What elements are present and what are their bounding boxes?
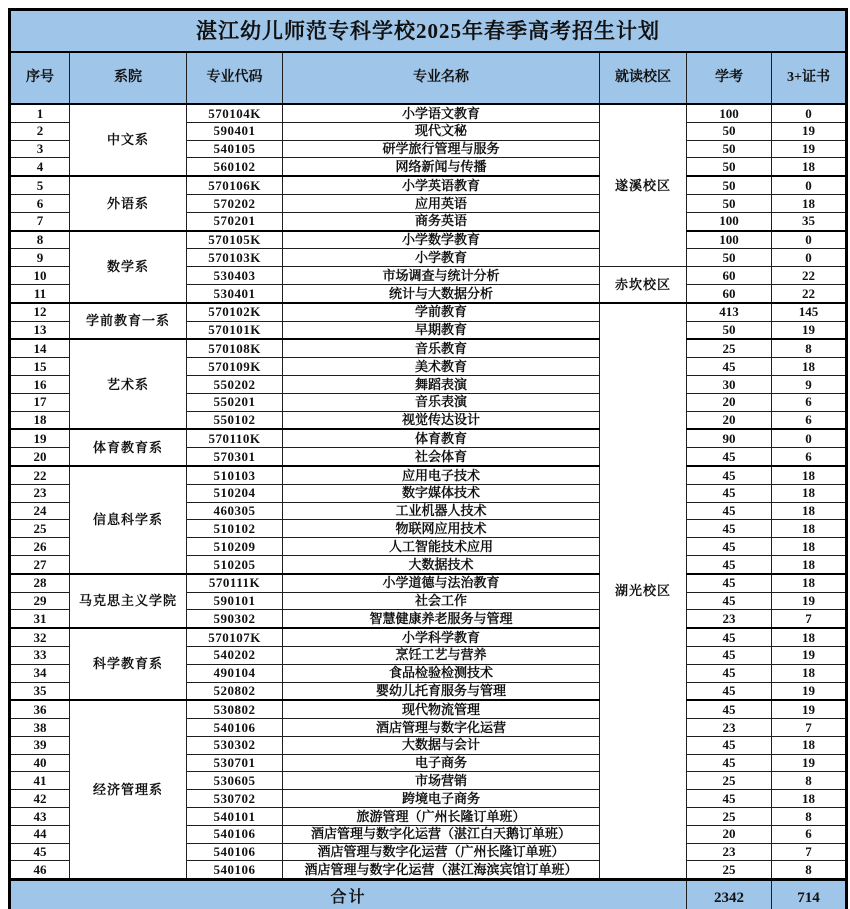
cell-cert: 8 [772,861,847,880]
cell-cert: 19 [772,754,847,772]
cell-code: 570106K [187,176,283,194]
cell-xuekao: 45 [687,736,772,754]
cell-no: 9 [10,249,70,267]
cell-major: 小学教育 [283,249,600,267]
cell-no: 43 [10,808,70,826]
cell-no: 34 [10,664,70,682]
cell-code: 510102 [187,520,283,538]
cell-code: 560102 [187,158,283,176]
cell-no: 17 [10,393,70,411]
cell-major: 早期教育 [283,321,600,339]
table-row [10,574,847,592]
cell-cert: 18 [772,736,847,754]
cell-department: 体育教育系 [70,429,187,466]
cell-code: 570101K [187,321,283,339]
cell-cert: 18 [772,790,847,808]
admission-plan-table [8,8,848,909]
cell-code: 570111K [187,574,283,592]
total-row [10,880,847,909]
cell-cert: 6 [772,411,847,429]
cell-cert: 18 [772,358,847,376]
cell-department: 数学系 [70,231,187,303]
cell-no: 14 [10,339,70,357]
cell-no: 35 [10,682,70,700]
cell-xuekao: 45 [687,628,772,646]
cell-cert: 22 [772,267,847,285]
cell-xuekao: 45 [687,754,772,772]
cell-major: 智慧健康养老服务与管理 [283,610,600,628]
column-header-major: 专业名称 [283,52,600,104]
cell-department: 经济管理系 [70,700,187,879]
cell-cert: 19 [772,140,847,158]
cell-major: 视觉传达设计 [283,411,600,429]
cell-no: 36 [10,700,70,718]
cell-cert: 7 [772,843,847,861]
cell-cert: 18 [772,555,847,573]
cell-major: 食品检验检测技术 [283,664,600,682]
cell-xuekao: 23 [687,843,772,861]
cell-department: 外语系 [70,176,187,230]
cell-no: 40 [10,754,70,772]
cell-xuekao: 60 [687,267,772,285]
cell-cert: 18 [772,628,847,646]
cell-cert: 9 [772,375,847,393]
cell-code: 540202 [187,646,283,664]
cell-cert: 19 [772,646,847,664]
cell-code: 530701 [187,754,283,772]
cell-cert: 19 [772,682,847,700]
table-row [10,628,847,646]
cell-cert: 8 [772,339,847,357]
table-row [10,231,847,249]
cell-campus: 湖光校区 [600,303,687,880]
cell-department: 马克思主义学院 [70,574,187,628]
cell-cert: 8 [772,772,847,790]
cell-code: 510205 [187,555,283,573]
cell-xuekao: 25 [687,772,772,790]
cell-major: 小学语文教育 [283,104,600,122]
cell-cert: 18 [772,664,847,682]
cell-xuekao: 50 [687,249,772,267]
cell-xuekao: 90 [687,429,772,447]
cell-xuekao: 45 [687,646,772,664]
cell-xuekao: 45 [687,538,772,556]
cell-code: 570110K [187,429,283,447]
cell-major: 研学旅行管理与服务 [283,140,600,158]
cell-major: 音乐表演 [283,393,600,411]
cell-code: 540106 [187,719,283,737]
cell-xuekao: 45 [687,790,772,808]
cell-xuekao: 413 [687,303,772,321]
cell-code: 510103 [187,466,283,484]
cell-code: 540101 [187,808,283,826]
cell-code: 570103K [187,249,283,267]
cell-no: 1 [10,104,70,122]
cell-no: 39 [10,736,70,754]
cell-code: 530403 [187,267,283,285]
cell-code: 590101 [187,592,283,610]
cell-cert: 19 [772,321,847,339]
cell-major: 数字媒体技术 [283,484,600,502]
cell-xuekao: 45 [687,502,772,520]
cell-major: 跨境电子商务 [283,790,600,808]
cell-major: 网络新闻与传播 [283,158,600,176]
cell-major: 酒店管理与数字化运营（广州长隆订单班） [283,843,600,861]
cell-major: 酒店管理与数字化运营 [283,719,600,737]
cell-cert: 6 [772,448,847,466]
cell-major: 大数据技术 [283,555,600,573]
cell-xuekao: 45 [687,664,772,682]
cell-cert: 0 [772,104,847,122]
cell-code: 570104K [187,104,283,122]
column-header-code: 专业代码 [187,52,283,104]
cell-xuekao: 45 [687,448,772,466]
cell-campus: 遂溪校区 [600,104,687,267]
total-cert-value: 714 [772,880,847,909]
cell-no: 25 [10,520,70,538]
cell-code: 540105 [187,140,283,158]
cell-major: 酒店管理与数字化运营（湛江海滨宾馆订单班） [283,861,600,880]
cell-code: 570201 [187,212,283,230]
cell-cert: 18 [772,520,847,538]
cell-code: 460305 [187,502,283,520]
table-row [10,429,847,447]
cell-xuekao: 20 [687,411,772,429]
cell-no: 18 [10,411,70,429]
cell-xuekao: 100 [687,231,772,249]
cell-code: 570102K [187,303,283,321]
column-header-no: 序号 [10,52,70,104]
cell-xuekao: 45 [687,520,772,538]
cell-xuekao: 50 [687,321,772,339]
cell-xuekao: 45 [687,574,772,592]
cell-code: 570301 [187,448,283,466]
column-header-campus: 就读校区 [600,52,687,104]
cell-xuekao: 45 [687,700,772,718]
cell-major: 社会工作 [283,592,600,610]
table-row [10,339,847,357]
cell-major: 市场调查与统计分析 [283,267,600,285]
cell-no: 7 [10,212,70,230]
cell-cert: 19 [772,122,847,140]
cell-cert: 18 [772,502,847,520]
total-xuekao-value: 2342 [687,880,772,909]
cell-cert: 18 [772,158,847,176]
cell-no: 12 [10,303,70,321]
cell-xuekao: 50 [687,122,772,140]
cell-major: 小学道德与法治教育 [283,574,600,592]
cell-no: 20 [10,448,70,466]
cell-no: 45 [10,843,70,861]
cell-xuekao: 45 [687,592,772,610]
cell-department: 中文系 [70,104,187,176]
cell-no: 23 [10,484,70,502]
table-row [10,700,847,718]
total-label: 合计 [10,880,687,909]
cell-code: 570202 [187,194,283,212]
cell-code: 530702 [187,790,283,808]
cell-cert: 18 [772,538,847,556]
cell-department: 科学教育系 [70,628,187,700]
cell-cert: 18 [772,484,847,502]
column-header-dept: 系院 [70,52,187,104]
cell-code: 540106 [187,825,283,843]
cell-code: 570108K [187,339,283,357]
cell-no: 11 [10,284,70,302]
cell-code: 570105K [187,231,283,249]
table-row [10,104,847,122]
cell-major: 现代文秘 [283,122,600,140]
cell-code: 510204 [187,484,283,502]
cell-xuekao: 45 [687,358,772,376]
cell-no: 5 [10,176,70,194]
cell-major: 小学科学教育 [283,628,600,646]
cell-xuekao: 30 [687,375,772,393]
cell-cert: 0 [772,429,847,447]
cell-code: 590302 [187,610,283,628]
cell-major: 电子商务 [283,754,600,772]
cell-no: 13 [10,321,70,339]
cell-cert: 35 [772,212,847,230]
cell-xuekao: 25 [687,808,772,826]
cell-major: 大数据与会计 [283,736,600,754]
cell-major: 商务英语 [283,212,600,230]
cell-no: 38 [10,719,70,737]
cell-major: 市场营销 [283,772,600,790]
cell-campus: 赤坎校区 [600,267,687,303]
cell-major: 人工智能技术应用 [283,538,600,556]
cell-xuekao: 50 [687,176,772,194]
cell-no: 4 [10,158,70,176]
cell-code: 540106 [187,861,283,880]
cell-cert: 7 [772,610,847,628]
cell-major: 统计与大数据分析 [283,284,600,302]
cell-major: 工业机器人技术 [283,502,600,520]
cell-no: 19 [10,429,70,447]
cell-major: 学前教育 [283,303,600,321]
cell-no: 3 [10,140,70,158]
cell-code: 510209 [187,538,283,556]
cell-no: 15 [10,358,70,376]
cell-cert: 7 [772,719,847,737]
cell-xuekao: 25 [687,861,772,880]
cell-major: 应用电子技术 [283,466,600,484]
cell-cert: 19 [772,700,847,718]
cell-no: 10 [10,267,70,285]
cell-major: 旅游管理（广州长隆订单班） [283,808,600,826]
cell-major: 烹饪工艺与营养 [283,646,600,664]
cell-xuekao: 100 [687,104,772,122]
cell-no: 22 [10,466,70,484]
cell-xuekao: 45 [687,682,772,700]
cell-no: 31 [10,610,70,628]
cell-department: 信息科学系 [70,466,187,574]
cell-no: 29 [10,592,70,610]
cell-major: 体育教育 [283,429,600,447]
cell-major: 物联网应用技术 [283,520,600,538]
cell-no: 41 [10,772,70,790]
cell-no: 46 [10,861,70,880]
cell-no: 16 [10,375,70,393]
cell-no: 28 [10,574,70,592]
table-header-row [10,52,847,104]
table-row [10,303,847,321]
cell-cert: 18 [772,194,847,212]
cell-cert: 0 [772,176,847,194]
cell-no: 2 [10,122,70,140]
cell-xuekao: 50 [687,194,772,212]
cell-xuekao: 60 [687,284,772,302]
cell-code: 490104 [187,664,283,682]
cell-xuekao: 20 [687,393,772,411]
cell-xuekao: 23 [687,719,772,737]
cell-code: 530605 [187,772,283,790]
cell-cert: 6 [772,825,847,843]
cell-major: 应用英语 [283,194,600,212]
cell-cert: 0 [772,231,847,249]
cell-no: 27 [10,555,70,573]
cell-xuekao: 50 [687,140,772,158]
table-row [10,466,847,484]
cell-code: 520802 [187,682,283,700]
cell-cert: 6 [772,393,847,411]
cell-xuekao: 45 [687,555,772,573]
cell-xuekao: 25 [687,339,772,357]
cell-no: 32 [10,628,70,646]
cell-code: 540106 [187,843,283,861]
cell-xuekao: 45 [687,484,772,502]
table-title-row [10,10,847,53]
cell-major: 婴幼儿托育服务与管理 [283,682,600,700]
column-header-cert: 3+证书 [772,52,847,104]
cell-code: 530802 [187,700,283,718]
cell-major: 小学英语教育 [283,176,600,194]
cell-department: 学前教育一系 [70,303,187,340]
cell-code: 530302 [187,736,283,754]
cell-major: 音乐教育 [283,339,600,357]
cell-cert: 18 [772,466,847,484]
column-header-xuekao: 学考 [687,52,772,104]
table-row [10,176,847,194]
cell-no: 44 [10,825,70,843]
cell-code: 530401 [187,284,283,302]
page-title: 湛江幼儿师范专科学校2025年春季高考招生计划 [10,10,847,53]
cell-xuekao: 100 [687,212,772,230]
cell-xuekao: 50 [687,158,772,176]
cell-major: 社会体育 [283,448,600,466]
cell-code: 590401 [187,122,283,140]
cell-major: 舞蹈表演 [283,375,600,393]
cell-department: 艺术系 [70,339,187,429]
cell-no: 42 [10,790,70,808]
cell-code: 550202 [187,375,283,393]
cell-cert: 18 [772,574,847,592]
cell-major: 美术教育 [283,358,600,376]
cell-no: 24 [10,502,70,520]
cell-xuekao: 23 [687,610,772,628]
cell-code: 570107K [187,628,283,646]
cell-code: 570109K [187,358,283,376]
cell-xuekao: 45 [687,466,772,484]
cell-cert: 22 [772,284,847,302]
cell-cert: 0 [772,249,847,267]
cell-cert: 8 [772,808,847,826]
cell-xuekao: 20 [687,825,772,843]
cell-code: 550102 [187,411,283,429]
cell-no: 8 [10,231,70,249]
cell-cert: 145 [772,303,847,321]
cell-code: 550201 [187,393,283,411]
cell-major: 现代物流管理 [283,700,600,718]
cell-no: 26 [10,538,70,556]
cell-no: 33 [10,646,70,664]
cell-major: 小学数学教育 [283,231,600,249]
cell-cert: 19 [772,592,847,610]
cell-no: 6 [10,194,70,212]
cell-major: 酒店管理与数字化运营（湛江白天鹅订单班） [283,825,600,843]
